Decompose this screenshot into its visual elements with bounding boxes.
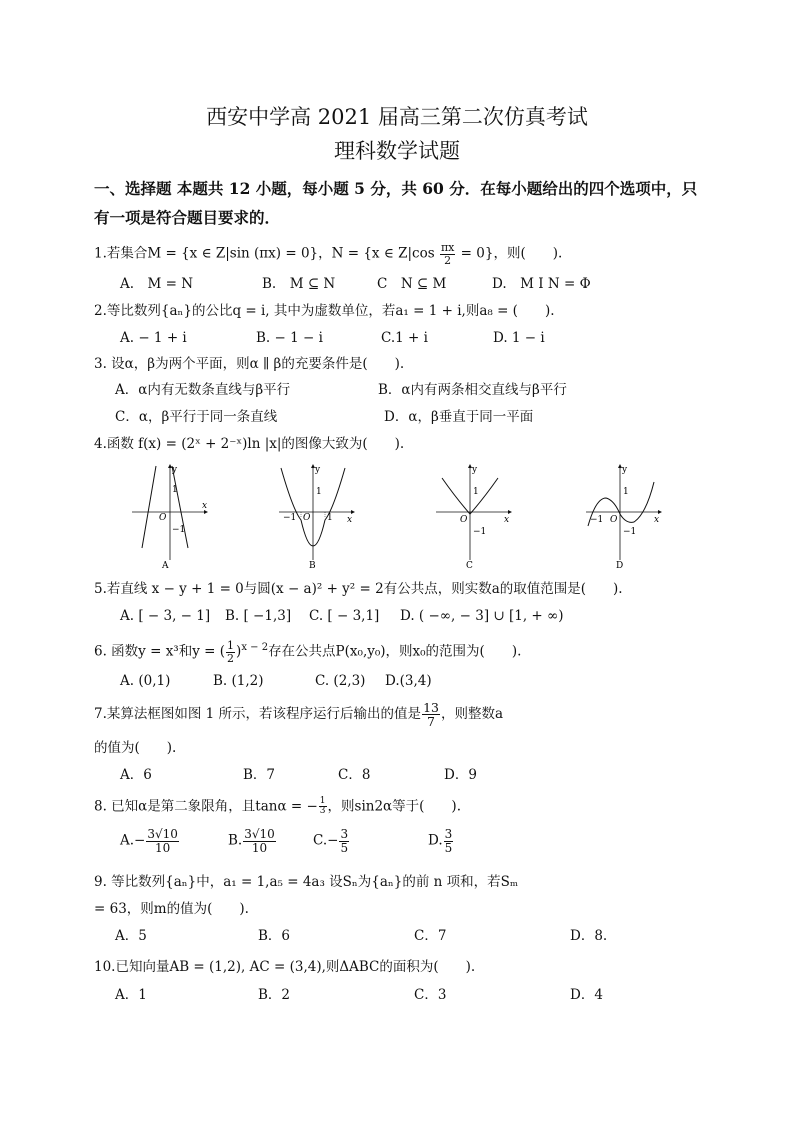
q8-option-d-num: 3 xyxy=(444,827,453,841)
graph-a-y-label: y xyxy=(172,465,178,475)
graph-a-curve-right xyxy=(172,466,188,548)
q2-option-c: C.1 + i xyxy=(381,330,428,346)
graph-a-tick-minus1: −1 xyxy=(172,525,186,535)
q7-option-d: D．9 xyxy=(444,767,477,783)
q6-option-a: A. (0,1) xyxy=(120,673,171,689)
graph-c-tick-1: 1 xyxy=(473,487,479,497)
q8-option-c-frac xyxy=(339,828,349,854)
q5-option-a: A. [ − 3, − 1] xyxy=(120,608,211,624)
q3-option-d: D．α，β垂直于同一平面 xyxy=(384,409,534,425)
graph-d-tick-x-minus1: −1 xyxy=(590,515,604,525)
q5-option-d: D. ( −∞, − 3] ∪ [1, + ∞) xyxy=(400,608,564,624)
q10-option-c: C．3 xyxy=(414,987,447,1003)
q1-option-b: B. M ⊆ N xyxy=(262,276,336,292)
q9-option-b: B．6 xyxy=(258,928,291,944)
graph-a-tick-1: 1 xyxy=(172,485,178,495)
q6-text-part2: 存在公共点P(x₀,y₀)，则x₀的范围为( ). xyxy=(268,643,522,660)
graph-a-letter: A xyxy=(162,561,169,570)
q8-option-d xyxy=(428,828,454,854)
q8-option-a-frac xyxy=(146,828,179,854)
q3-option-b: B．α内有两条相交直线与β平行 xyxy=(378,382,567,398)
q6-option-c: C. (2,3) xyxy=(315,673,366,689)
q8-option-b-label: B. xyxy=(228,832,243,849)
q8-option-c xyxy=(313,828,350,854)
q6-paren-close: ) xyxy=(236,643,242,660)
question-5: 5.若直线 x − y + 1 = 0与圆(x − a)² + y² = 2有公共点，则实数a的取值范围是( ). xyxy=(94,581,623,597)
graph-c xyxy=(432,462,514,570)
q6-frac-den: 2 xyxy=(227,651,235,665)
question-10: 10.已知向量AB = (1,2), AC = (3,4),则ΔABC的面积为( ). xyxy=(94,959,476,975)
q10-option-a: A．1 xyxy=(115,987,147,1003)
q8-option-d-den: 5 xyxy=(444,840,453,855)
q8-text-part1: 8. 已知α是第二象限角，且tanα = − xyxy=(94,798,318,815)
q2-option-d: D. 1 − i xyxy=(493,330,545,346)
section-instructions-line1: 一、选择题 本题共 12 小题，每小题 5 分，共 60 分．在每小题给出的四个选项中，只 xyxy=(94,179,698,198)
q6-paren-open: ( xyxy=(219,643,226,660)
q8-option-b-frac xyxy=(243,828,276,854)
q8-option-a xyxy=(120,828,180,854)
q8-option-c-num: 3 xyxy=(340,827,349,841)
question-7-line2: 的值为( ). xyxy=(94,740,177,756)
graph-a-x-label: x xyxy=(202,501,208,511)
graph-c-y-label: y xyxy=(472,465,478,475)
q8-option-b-num: 3√10 xyxy=(244,827,275,841)
q7-frac-den: 7 xyxy=(427,714,435,730)
question-1 xyxy=(94,242,562,266)
q9-option-a: A．5 xyxy=(115,928,147,944)
q8-option-d-label: D. xyxy=(428,832,443,849)
q7-option-a: A．6 xyxy=(120,767,152,783)
graph-b-tick-minus1: −1 xyxy=(283,513,297,523)
q6-text-part1: 6. 函数y = x³和y = xyxy=(94,643,220,660)
q5-option-b: B. [ −1,3] xyxy=(225,608,292,624)
q6-option-b: B. (1,2) xyxy=(213,673,264,689)
graph-d-x-label: x xyxy=(654,515,660,525)
graph-c-letter: C xyxy=(466,561,473,570)
q3-option-a: A．α内有无数条直线与β平行 xyxy=(115,382,291,398)
graph-d-letter: D xyxy=(616,561,624,570)
q7-text-part2: ，则整数a xyxy=(440,706,504,723)
q9-option-d: D．8. xyxy=(570,928,608,944)
q3-option-c: C．α，β平行于同一条直线 xyxy=(115,409,278,425)
graph-b-tick-x1: 1 xyxy=(327,513,333,523)
q7-fraction xyxy=(422,701,440,728)
q8-option-d-frac xyxy=(444,828,454,854)
question-2: 2.等比数列{aₙ}的公比q = i, 其中为虚数单位，若a₁ = 1 + i,则a₈ = ( ). xyxy=(94,303,555,319)
q7-text-part1: 7.某算法框图如图 1 所示，若该程序运行后输出的值是 xyxy=(94,706,422,723)
graph-d-tick-1: 1 xyxy=(623,487,629,497)
question-8 xyxy=(94,797,461,817)
graph-d-tick-minus1: −1 xyxy=(623,527,637,537)
question-3: 3. 设α，β为两个平面，则α ∥ β的充要条件是( ). xyxy=(94,356,405,372)
q2-option-a: A. − 1 + i xyxy=(120,330,187,346)
graph-a-curve-left xyxy=(142,466,156,548)
q6-option-d: D.(3,4) xyxy=(385,673,432,689)
q10-option-d: D．4 xyxy=(570,987,603,1003)
question-9-line2: = 63，则m的值为( ). xyxy=(94,901,249,917)
question-4: 4.函数 f(x) = (2ˣ + 2⁻ˣ)ln |x|的图像大致为( ). xyxy=(94,436,405,452)
graph-c-tick-minus1: −1 xyxy=(473,527,487,537)
graph-c-origin: O xyxy=(460,515,468,525)
q8-option-a-den: 10 xyxy=(155,840,171,855)
q7-frac-num: 13 xyxy=(423,700,439,715)
q7-option-b: B．7 xyxy=(243,767,276,783)
graph-b-y-label: y xyxy=(315,465,321,475)
q8-option-b xyxy=(228,828,277,854)
graph-a-origin: O xyxy=(159,513,167,523)
graph-b-x-label: x xyxy=(347,515,353,525)
exam-title: 西安中学高 2021 届高三第二次仿真考试 xyxy=(206,105,588,129)
q8-text-part2: ，则sin2α等于( ). xyxy=(327,798,461,815)
exam-subtitle: 理科数学试题 xyxy=(334,139,460,163)
graph-b-letter: B xyxy=(309,561,316,570)
q8-option-a-label: A.− xyxy=(120,832,146,849)
q6-exponent: x − 2 xyxy=(241,642,269,654)
q7-option-c: C．8 xyxy=(338,767,371,783)
q5-option-c: C. [ − 3,1] xyxy=(309,608,380,624)
q8-option-b-den: 10 xyxy=(251,840,268,855)
question-7 xyxy=(94,701,503,728)
q8-option-a-num: 3√10 xyxy=(147,827,178,841)
q1-fraction xyxy=(440,242,455,266)
graph-d xyxy=(582,462,664,570)
graph-a xyxy=(128,462,210,570)
graph-b-tick-1: 1 xyxy=(316,487,322,497)
q8-option-c-den: 5 xyxy=(340,840,349,855)
graph-b-origin: O xyxy=(303,513,311,523)
graph-c-x-label: x xyxy=(504,515,510,525)
section-instructions-line2: 有一项是符合题目要求的． xyxy=(94,208,281,227)
graph-d-y-label: y xyxy=(622,465,628,475)
graph-b xyxy=(275,462,357,570)
q8-frac-den: 3 xyxy=(319,806,326,817)
q9-option-c: C．7 xyxy=(414,928,447,944)
question-6 xyxy=(94,640,521,664)
q1-text-part2: = 0}，则( ). xyxy=(456,245,563,262)
q1-frac-num: πx xyxy=(440,241,455,254)
q1-option-a: A. M = N xyxy=(120,276,194,292)
question-9: 9. 等比数列{aₙ}中，a₁ = 1,a₅ = 4a₃ 设Sₙ为{aₙ}的前 n 项和，若Sₘ xyxy=(94,874,519,890)
q10-option-b: B．2 xyxy=(258,987,291,1003)
q2-option-b: B. − 1 − i xyxy=(256,330,323,346)
q8-fraction xyxy=(319,797,327,817)
q1-frac-den: 2 xyxy=(444,253,452,267)
q6-frac-num: 1 xyxy=(227,639,235,652)
q1-text-part1: 1.若集合M = {x ∈ Z|sin (πx) = 0}，N = {x ∈ Z|cos xyxy=(94,245,439,262)
q8-frac-num: 1 xyxy=(319,796,326,806)
q8-option-c-label: C.− xyxy=(313,832,339,849)
q6-fraction xyxy=(226,640,235,664)
q1-option-d: D. M I N = Φ xyxy=(492,276,591,292)
graph-d-origin: O xyxy=(610,515,618,525)
q1-option-c: C N ⊆ M xyxy=(377,276,447,292)
